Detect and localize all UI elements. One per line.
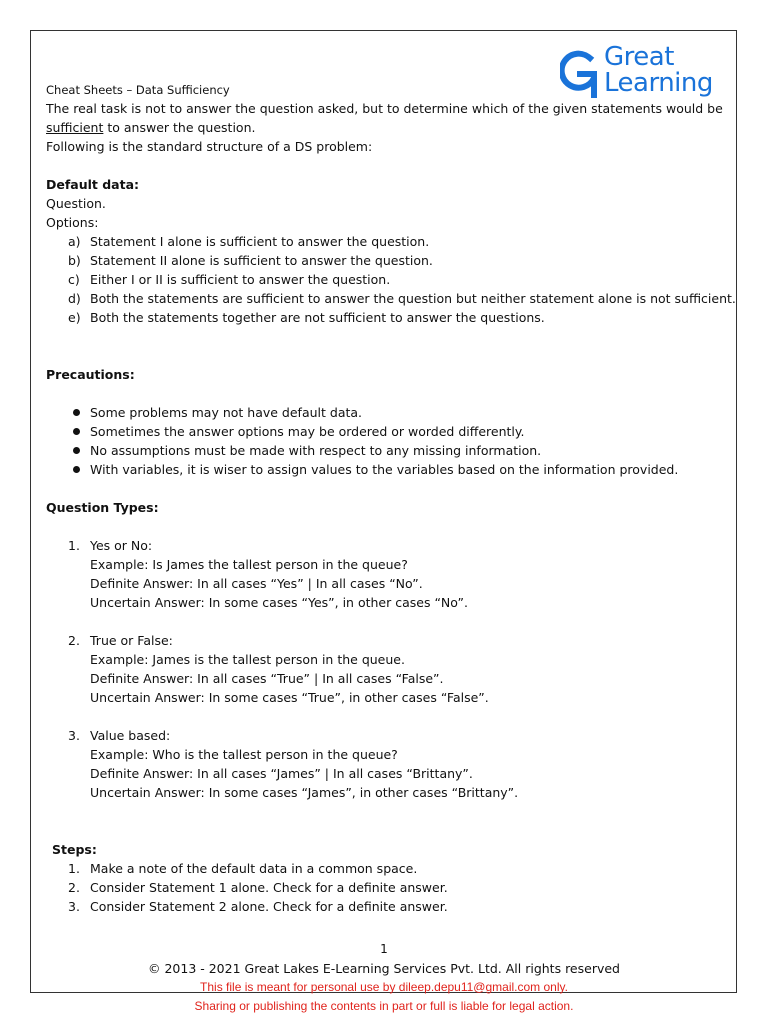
list-item: 2. Consider Statement 1 alone. Check for a definite answer. — [68, 880, 448, 895]
bullet-icon — [46, 441, 90, 460]
question-type-title: True or False: — [90, 633, 173, 648]
structure-line: Following is the standard structure of a DS problem: — [46, 139, 373, 154]
question-type-definite: Definite Answer: In all cases “True” | In all cases “False”. — [90, 671, 444, 686]
list-item: With variables, it is wiser to assign values to the variables based on the information provided. — [46, 460, 736, 479]
document-body — [46, 82, 736, 916]
question-type-example: Example: Who is the tallest person in the queue? — [90, 747, 398, 762]
question-type-title: Yes or No: — [90, 538, 153, 553]
list-item: Some problems may not have default data. — [46, 403, 736, 422]
list-item: 1. Make a note of the default data in a common space. — [68, 861, 418, 876]
intro-underlined-word: sufficient — [46, 120, 104, 135]
default-data-heading: Default data: — [46, 177, 140, 192]
question-type-yes-no: 1. Yes or No: Example: Is James the tallest person in the queue? Definite Answer: In all cases “Yes” | In all cases “No”. Uncertain Answer: In some cases “Yes”, in other cases “No”. — [46, 536, 736, 612]
question-types-heading: Question Types: — [46, 500, 159, 515]
steps-list — [46, 859, 736, 916]
list-item: No assumptions must be made with respect to any missing information. — [46, 441, 736, 460]
default-question: Question. — [46, 196, 106, 211]
list-item: Sometimes the answer options may be ordered or worded differently. — [46, 422, 736, 441]
question-type-value-based: 3. Value based: Example: Who is the tallest person in the queue? Definite Answer: In all cases “James” | In all cases “Brittany”. Uncertain Answer: In some cases “James”, in other cases “Brittany”. — [46, 726, 736, 802]
options-list — [46, 232, 736, 327]
document-title: Cheat Sheets – Data Sufficiency — [46, 83, 230, 97]
bullet-icon — [46, 403, 90, 422]
list-item: e) Both the statements together are not sufficient to answer the questions. — [68, 310, 545, 325]
question-type-example: Example: James is the tallest person in the queue. — [90, 652, 405, 667]
intro-continuation — [46, 118, 736, 137]
sharing-notice: Sharing or publishing the contents in part or full is liable for legal action. — [194, 999, 574, 1013]
bullet-icon — [46, 422, 90, 441]
intro-after: to answer the question. — [103, 120, 256, 135]
page-number: 1 — [380, 942, 388, 956]
list-item: d) Both the statements are sufficient to answer the question but neither statement alone is not sufficient. — [68, 291, 736, 306]
options-label: Options: — [46, 215, 99, 230]
bullet-icon — [46, 460, 90, 479]
intro-line: The real task is not to answer the question asked, but to determine which of the given statements would be — [46, 101, 723, 116]
logo-word-learning: Learning — [604, 68, 713, 98]
list-item: b) Statement II alone is sufficient to answer the question. — [68, 253, 433, 268]
precautions-list — [46, 403, 736, 479]
list-item: c) Either I or II is sufficient to answer the question. — [68, 272, 391, 287]
question-type-uncertain: Uncertain Answer: In some cases “James”, in other cases “Brittany”. — [90, 785, 519, 800]
question-type-example: Example: Is James the tallest person in the queue? — [90, 557, 408, 572]
question-type-definite: Definite Answer: In all cases “James” | In all cases “Brittany”. — [90, 766, 473, 781]
copyright-notice: © 2013 - 2021 Great Lakes E-Learning Services Pvt. Ltd. All rights reserved — [147, 961, 620, 976]
list-item: a) Statement I alone is sufficient to answer the question. — [68, 234, 430, 249]
question-type-uncertain: Uncertain Answer: In some cases “True”, in other cases “False”. — [90, 690, 489, 705]
question-type-uncertain: Uncertain Answer: In some cases “Yes”, in other cases “No”. — [90, 595, 468, 610]
logo-word-great: Great — [604, 42, 674, 72]
precautions-heading: Precautions: — [46, 367, 135, 382]
steps-heading: Steps: — [52, 842, 97, 857]
question-type-title: Value based: — [90, 728, 171, 743]
question-type-definite: Definite Answer: In all cases “Yes” | In all cases “No”. — [90, 576, 423, 591]
list-item: 3. Consider Statement 2 alone. Check for a definite answer. — [68, 899, 448, 914]
personal-use-notice: This file is meant for personal use by dileep.depu11@gmail.com only. — [200, 980, 568, 994]
question-type-true-false: 2. True or False: Example: James is the tallest person in the queue. Definite Answer: In all cases “True” | In all cases “False”. Uncertain Answer: In some cases “True”, in other cases “False”. — [46, 631, 736, 707]
